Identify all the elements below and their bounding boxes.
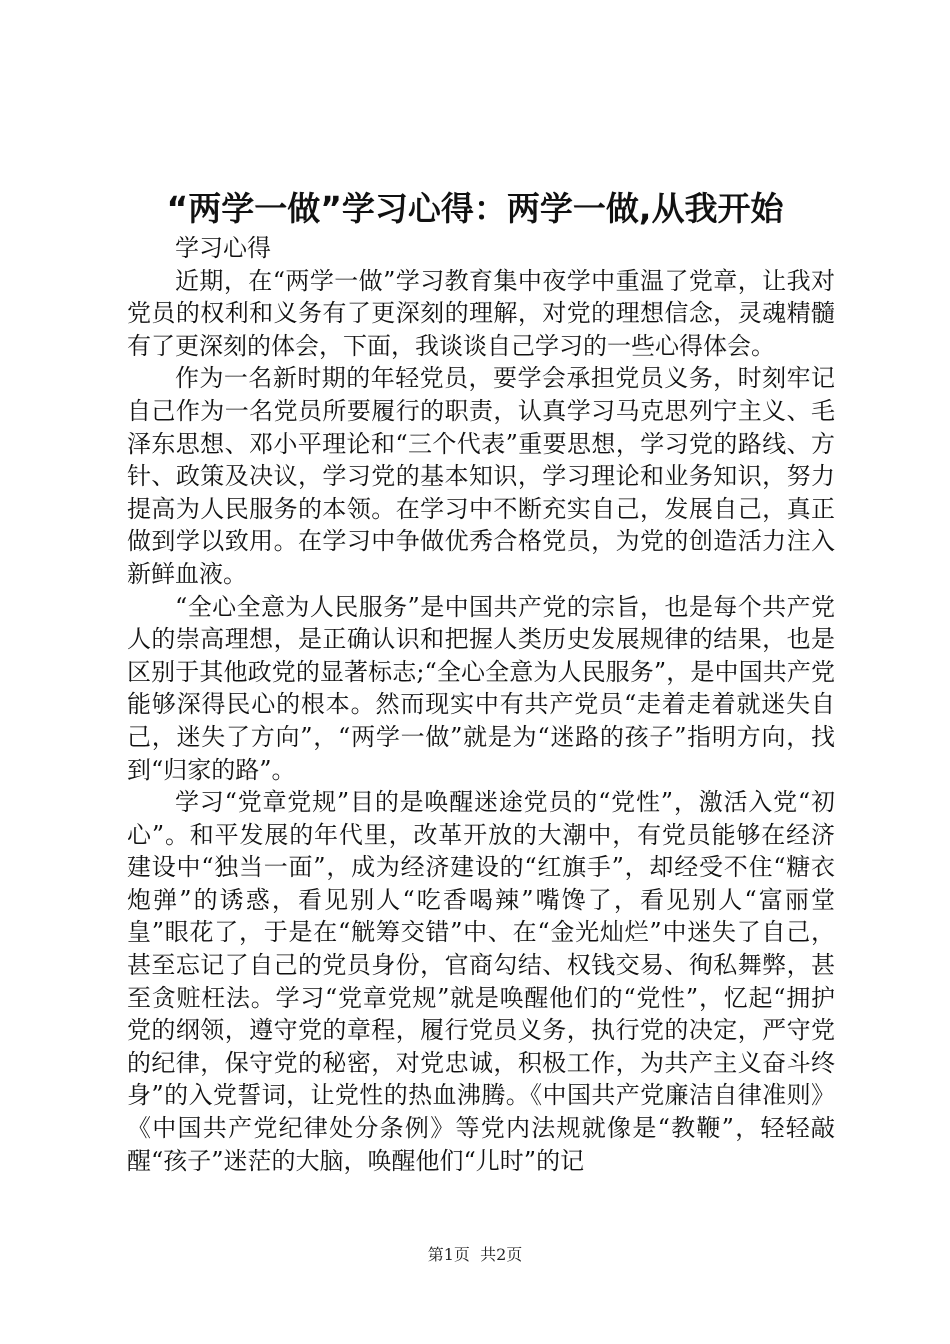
paragraph-duty: 作为一名新时期的年轻党员，要学会承担党员义务，时刻牢记自己作为一名党员所要履行的职责，认真学习马克思列宁主义、毛泽东思想、邓小平理论和“三个代表”重要思想，学习党的路线、方针、政策及决议，学习党的基本知识，学习理论和业务知识，努力提高为人民服务的本领。在学习中不断充实自己，发展自己，真正做到学以致用。在学习中争做优秀合格党员，为党的创造活力注入新鲜血液。 <box>127 364 835 588</box>
paragraph-party-rules: 学习“党章党规”目的是唤醒迷途党员的“党性”，激活入党“初心”。和平发展的年代里，改革开放的大潮中，有党员能够在经济建设中“独当一面”，成为经济建设的“红旗手”，却经受不住“糖衣炮弹”的诱惑，看见别人“吃香喝辣”嘴馋了，看见别人“富丽堂皇”眼花了，于是在“觥筹交错”中、在“金光灿烂”中迷失了自己，甚至忘记了自己的党员身份，官商勾结、权钱交易、徇私舞弊，甚至贪赃枉法。学习“党章党规”就是唤醒他们的“党性”，忆起“拥护党的纲领，遵守党的章程，履行党员义务，执行党的决定，严守党的纪律，保守党的秘密，对党忠诚，积极工作，为共产主义奋斗终身”的入党誓词，让党性的热血沸腾。《中国共产党廉洁自律准则》《中国共产党纪律处分条例》等党内法规就像是“教鞭”，轻轻敲醒“孩子”迷茫的大脑，唤醒他们“儿时”的记 <box>127 788 835 1175</box>
document-body <box>127 232 835 1177</box>
paragraph-purpose: “全心全意为人民服务”是中国共产党的宗旨，也是每个共产党人的崇高理想，是正确认识和把握人类历史发展规律的结果，也是区别于其他政党的显著标志;“全心全意为人民服务”，是中国共产党能够深得民心的根本。然而现实中有共产党员“走着走着就迷失自己，迷失了方向”，“两学一做”就是为“迷路的孩子”指明方向，找到“归家的路”。 <box>127 592 835 784</box>
paragraph-intro: 近期，在“两学一做”学习教育集中夜学中重温了党章，让我对党员的权利和义务有了更深刻的理解，对党的理想信念，灵魂精髓有了更深刻的体会，下面，我谈谈自己学习的一些心得体会。 <box>127 266 835 360</box>
section-heading: 学习心得 <box>175 234 271 262</box>
page-footer: 第1页 共2页 <box>427 1245 523 1264</box>
document-title: “两学一做”学习心得：两学一做,从我开始 <box>166 189 784 228</box>
